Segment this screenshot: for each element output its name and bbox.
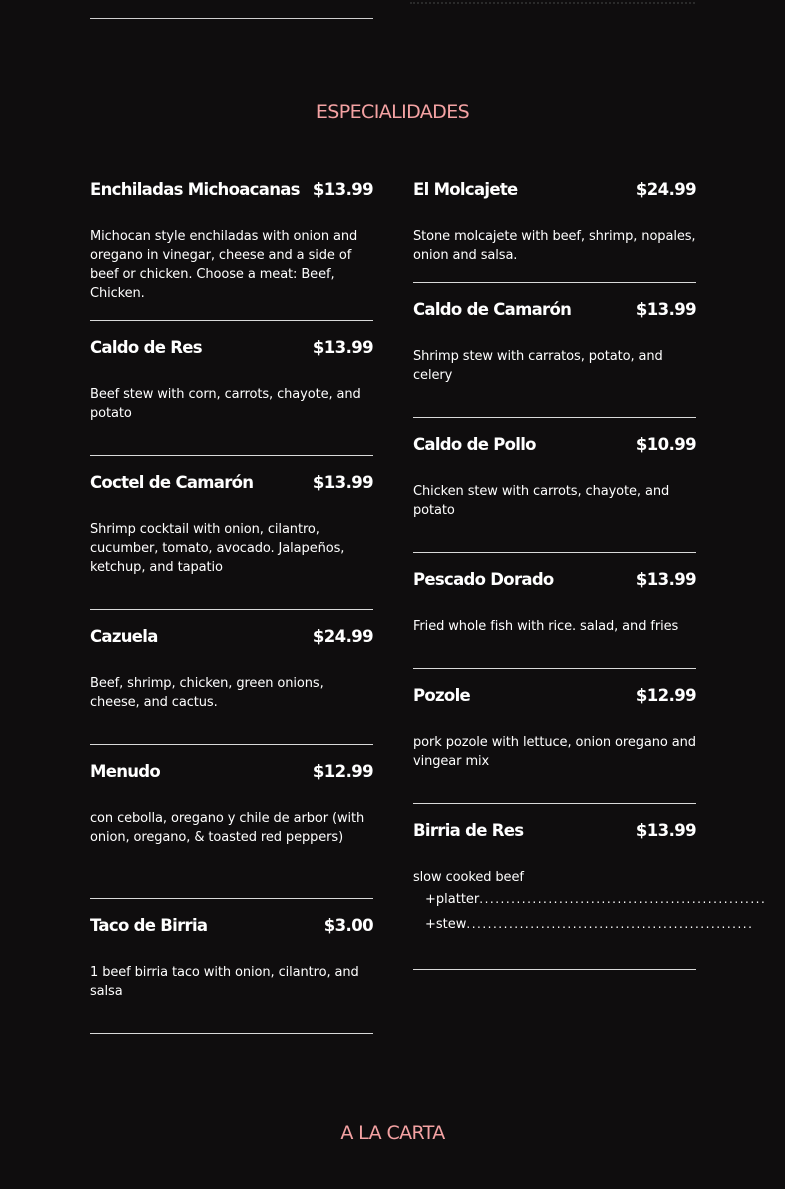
item-name: Coctel de Camarón xyxy=(90,473,254,492)
item-price: $13.99 xyxy=(312,338,373,357)
item-description: pork pozole with lettuce, onion oregano and vingear mix xyxy=(413,735,696,769)
item-price: $12.99 xyxy=(635,686,696,705)
dot-leader: ...................................................... xyxy=(479,892,767,906)
menu-item[interactable] xyxy=(413,669,696,804)
menu-item[interactable] xyxy=(413,163,696,283)
menu-item[interactable] xyxy=(90,610,373,745)
item-price: $3.00 xyxy=(323,916,373,935)
item-description: Fried whole fish with rice. salad, and fries xyxy=(413,619,679,634)
item-description: slow cooked beef xyxy=(413,870,524,885)
divider xyxy=(410,0,695,4)
menu-item[interactable] xyxy=(90,321,373,456)
item-name: Cazuela xyxy=(90,627,158,646)
item-price: $24.99 xyxy=(312,627,373,646)
section-title-a-la-carta: A LA CARTA xyxy=(340,1122,445,1144)
plus-icon: + xyxy=(425,917,436,932)
item-price: $12.99 xyxy=(312,762,373,781)
item-name: Caldo de Pollo xyxy=(413,435,536,454)
menu-item[interactable] xyxy=(90,163,373,321)
item-description: Shrimp stew with carratos, potato, and celery xyxy=(413,349,663,383)
item-name: Enchiladas Michoacanas xyxy=(90,180,300,199)
item-description: 1 beef birria taco with onion, cilantro, and salsa xyxy=(90,965,359,999)
item-name: Birria de Res xyxy=(413,821,524,840)
menu-column-right xyxy=(413,163,767,970)
option-label: stew xyxy=(435,917,467,932)
menu-item[interactable] xyxy=(413,283,696,418)
item-description: Shrimp cocktail with onion, cilantro, cucumber, tomato, avocado. Jalapeños, ketchup, and tapatio xyxy=(90,522,345,575)
menu-column-left xyxy=(90,163,373,1034)
menu-item[interactable] xyxy=(413,418,696,553)
plus-icon: + xyxy=(425,892,436,907)
item-name: Pozole xyxy=(413,686,471,705)
item-name: Pescado Dorado xyxy=(413,570,554,589)
item-price: $24.99 xyxy=(635,180,696,199)
item-description: Stone molcajete with beef, shrimp, nopales, onion and salsa. xyxy=(413,229,696,263)
menu-item[interactable] xyxy=(90,745,373,899)
item-description: Michocan style enchiladas with onion and oregano in vinegar, cheese and a side of beef or chicken. Choose a meat: Beef, Chicken. xyxy=(90,229,358,301)
menu-item[interactable] xyxy=(90,899,373,1034)
option-label: platter xyxy=(435,892,480,907)
item-price: $13.99 xyxy=(635,300,696,319)
item-price: $13.99 xyxy=(635,570,696,589)
item-description: Chicken stew with carrots, chayote, and potato xyxy=(413,484,670,518)
item-description: con cebolla, oregano y chile de arbor (with onion, oregano, & toasted red peppers) xyxy=(90,811,365,845)
menu-item[interactable] xyxy=(90,456,373,610)
item-description: Beef, shrimp, chicken, green onions, cheese, and cactus. xyxy=(90,676,324,710)
item-price: $13.99 xyxy=(312,180,373,199)
item-name: Caldo de Camarón xyxy=(413,300,572,319)
item-price: $10.99 xyxy=(635,435,696,454)
item-name: El Molcajete xyxy=(413,180,518,199)
item-price: $13.99 xyxy=(635,821,696,840)
dot-leader: ...................................................... xyxy=(466,917,754,931)
menu-item[interactable] xyxy=(413,553,696,669)
menu-item[interactable] xyxy=(413,804,767,970)
item-name: Menudo xyxy=(90,762,161,781)
item-price: $13.99 xyxy=(312,473,373,492)
item-name: Caldo de Res xyxy=(90,338,202,357)
option-row-platter[interactable] xyxy=(425,887,767,912)
divider xyxy=(90,18,373,19)
item-description: Beef stew with corn, carrots, chayote, and potato xyxy=(90,387,361,421)
item-name: Taco de Birria xyxy=(90,916,208,935)
option-row-stew[interactable] xyxy=(425,912,754,937)
section-title-especialidades: ESPECIALIDADES xyxy=(315,101,470,123)
